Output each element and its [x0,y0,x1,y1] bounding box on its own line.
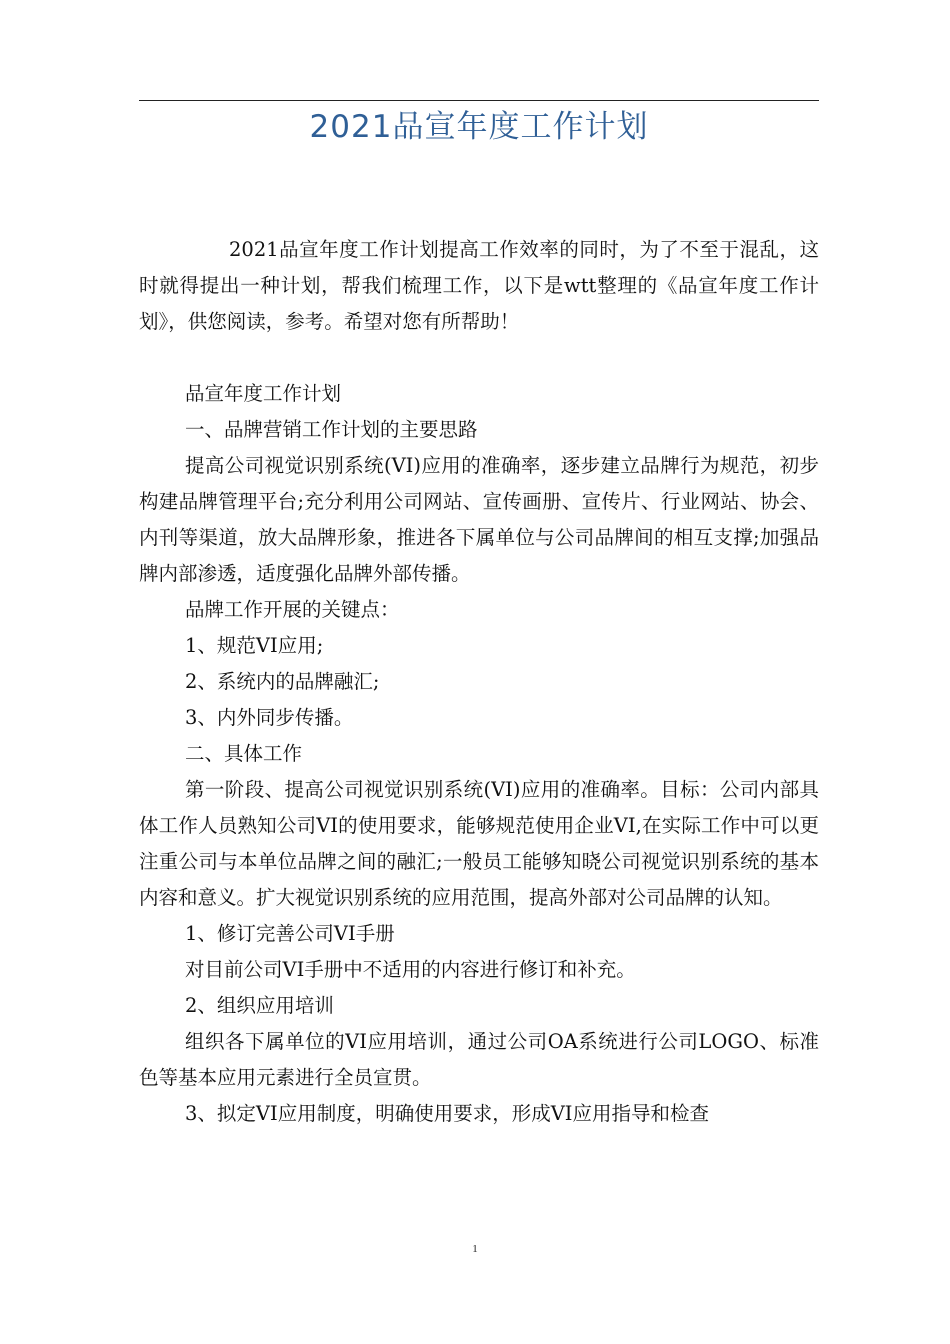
document-title: 2021品宣年度工作计划 [309,109,649,145]
document-body [139,232,819,1132]
body-paragraph: 提高公司视觉识别系统(VI)应用的准确率，逐步建立品牌行为规范，初步构建品牌管理平台;充分利用公司网站、宣传画册、宣传片、行业网站、协会、内刊等渠道，放大品牌形象，推进各下属单位与公司品牌间的相互支撑;加强品牌内部渗透，适度强化品牌外部传播。 [139,454,819,585]
list-item: 3、拟定VI应用制度，明确使用要求，形成VI应用指导和检查 [185,1102,709,1125]
list-item: 3、内外同步传播。 [185,706,354,729]
body-paragraph: 第一阶段、提高公司视觉识别系统(VI)应用的准确率。目标：公司内部具体工作人员熟知公司VI的使用要求，能够规范使用企业VI,在实际工作中可以更注重公司与本单位品牌之间的融汇;一般员工能够知晓公司视觉识别系统的基本内容和意义。扩大视觉识别系统的应用范围，提高外部对公司品牌的认知。 [139,778,819,909]
page-number: 1 [472,1243,478,1255]
intro-paragraph: 2021品宣年度工作计划提高工作效率的同时，为了不至于混乱，这时就得提出一种计划，帮我们梳理工作，以下是wtt整理的《品宣年度工作计划》，供您阅读，参考。希望对您有所帮助！ [139,238,819,333]
list-item: 2、组织应用培训 [185,994,334,1017]
section-heading: 一、品牌营销工作计划的主要思路 [185,418,478,441]
header-rule [139,100,819,101]
list-item: 1、规范VI应用; [185,634,324,657]
body-paragraph: 品牌工作开展的关键点： [185,598,400,621]
list-item: 1、修订完善公司VI手册 [185,922,395,945]
body-paragraph: 组织各下属单位的VI应用培训，通过公司OA系统进行公司LOGO、标准色等基本应用元素进行全员宣贯。 [139,1030,819,1089]
body-paragraph: 对目前公司VI手册中不适用的内容进行修订和补充。 [185,958,636,981]
section-heading: 品宣年度工作计划 [185,382,342,405]
list-item: 2、系统内的品牌融汇; [185,670,380,693]
section-heading: 二、具体工作 [185,742,303,765]
